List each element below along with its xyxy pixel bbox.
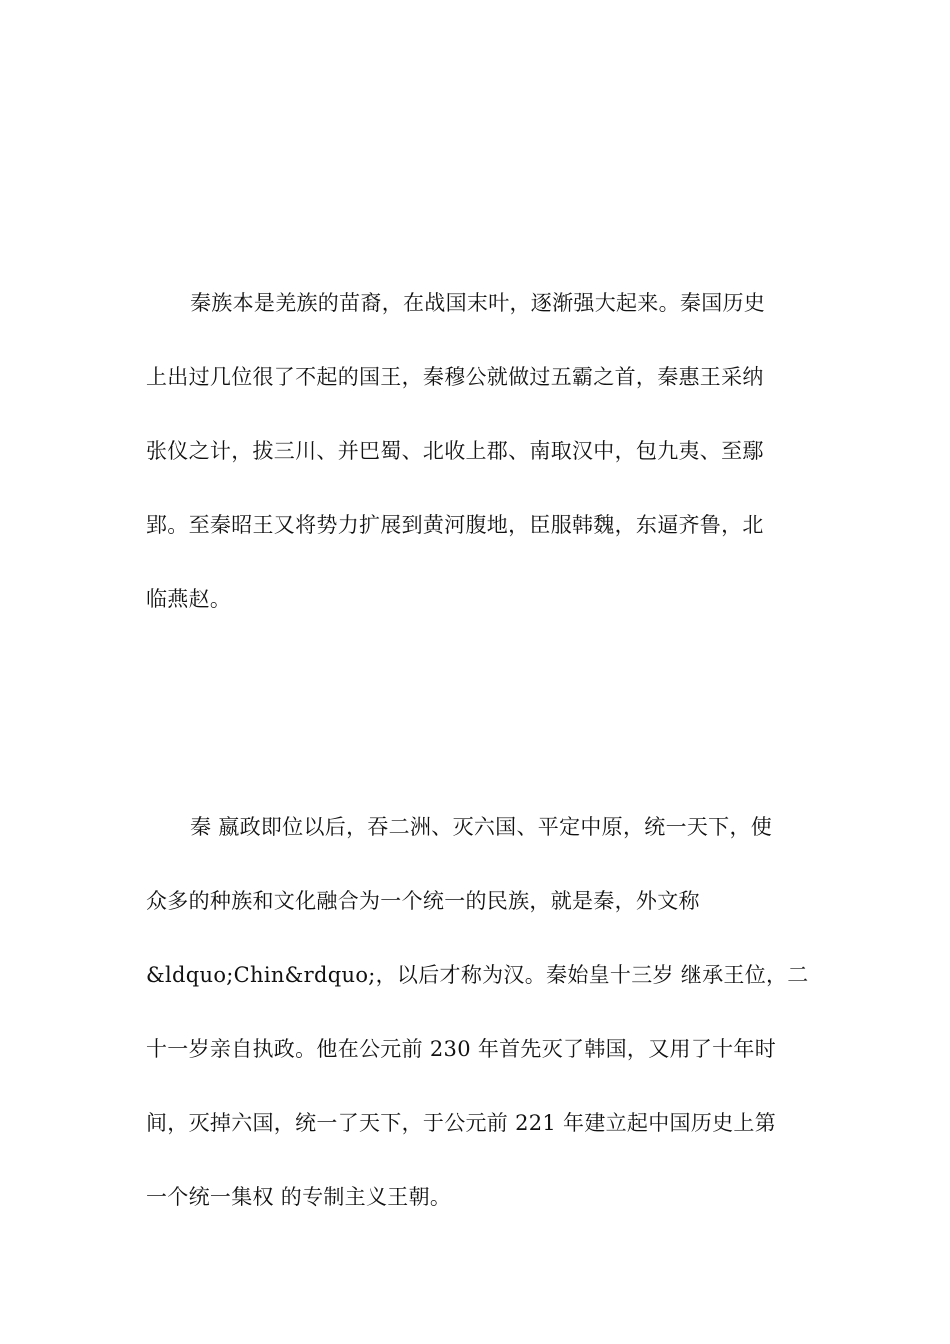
paragraph-line: 郢。至秦昭王又将势力扩展到黄河腹地，臣服韩魏，东逼齐鲁，北: [146, 513, 764, 537]
paragraph-line: 众多的种族和文化融合为一个统一的民族，就是秦，外文称: [146, 889, 700, 913]
paragraph-line: 秦 嬴政即位以后，吞二洲、灭六国、平定中原，统一天下，使: [190, 815, 773, 839]
paragraph-line: 上出过几位很了不起的国王，秦穆公就做过五霸之首，秦惠王采纳: [146, 365, 764, 389]
paragraph-line: &ldquo;Chin&rdquo;，以后才称为汉。秦始皇十三岁 继承王位，二: [146, 963, 809, 987]
paragraph-line: 秦族本是羌族的苗裔，在战国末叶，逐渐强大起来。秦国历史: [190, 291, 766, 315]
paragraph-qin-unification: [146, 812, 811, 1256]
paragraph-line: 张仪之计，拔三川、并巴蜀、北收上郡、南取汉中，包九夷、至鄢: [146, 439, 764, 463]
paragraph-line: 一个统一集权 的专制主义王朝。: [146, 1185, 452, 1209]
paragraph-line: 间，灭掉六国，统一了天下，于公元前 221 年建立起中国历史上第: [146, 1111, 777, 1135]
paragraph-line: 十一岁亲自执政。他在公元前 230 年首先灭了韩国，又用了十年时: [146, 1037, 777, 1061]
paragraph-qin-origins: [146, 288, 811, 658]
paragraph-line: 临燕赵。: [146, 587, 232, 611]
